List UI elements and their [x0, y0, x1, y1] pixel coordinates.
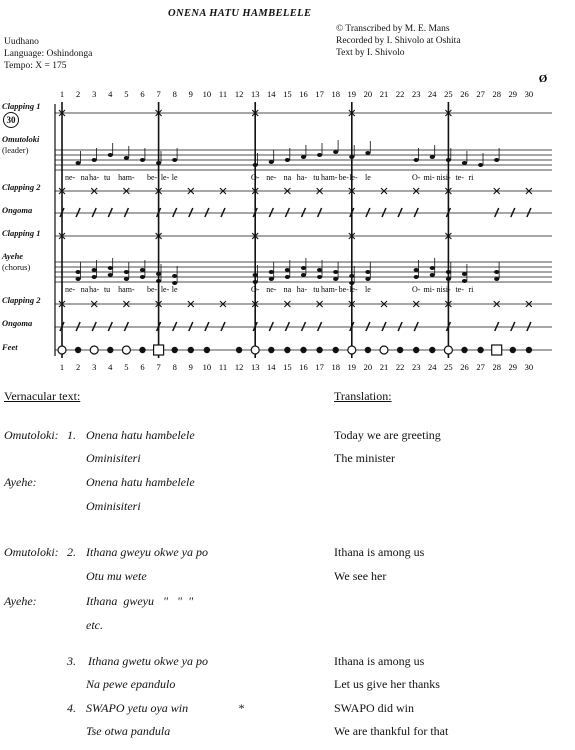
- chorus-note: [430, 266, 435, 270]
- row-label-feet: Feet: [2, 342, 18, 352]
- asterisk-mark: *: [238, 701, 244, 715]
- beat-number-top: 15: [283, 89, 292, 99]
- chorus-note-lower: [333, 277, 338, 281]
- lyric-syllable-leader: na: [80, 173, 89, 182]
- ongoma-mark: [398, 208, 402, 217]
- beat-number-bottom: 28: [492, 362, 501, 372]
- lyric-syllable-leader: le-: [160, 173, 170, 182]
- verse-number-2: 2.: [67, 545, 76, 559]
- ongoma-b-mark: [366, 322, 370, 331]
- beat-number-top: 3: [92, 89, 97, 99]
- leader-note: [446, 158, 451, 162]
- chorus-note-lower: [430, 273, 435, 277]
- foot-step-open: [348, 346, 356, 354]
- row-label-clapping-2b: Clapping 2: [2, 295, 41, 305]
- leader-note: [285, 158, 290, 162]
- ongoma-b-mark: [285, 322, 289, 331]
- foot-step-filled: [236, 347, 242, 353]
- credit-text: Text by I. Shivolo: [336, 48, 405, 58]
- beat-number-bottom: 10: [202, 362, 212, 372]
- beat-number-top: 28: [492, 89, 501, 99]
- translation-line: Ithana is among us: [334, 654, 425, 668]
- ongoma-mark: [92, 208, 96, 217]
- leader-note: [92, 158, 97, 162]
- leader-note: [269, 160, 274, 164]
- lyric-syllable-leader: na: [283, 173, 292, 182]
- ongoma-mark: [318, 208, 322, 217]
- lyric-syllable-chorus: mi-: [423, 285, 435, 294]
- beat-number-top: 30: [524, 89, 534, 99]
- beat-number-top: 17: [315, 89, 324, 99]
- verse-line: Onena hatu hambelele: [86, 475, 195, 489]
- leader-note: [317, 153, 322, 157]
- verse-line: Ithana gwetu okwe ya po: [88, 654, 208, 668]
- ongoma-mark: [366, 208, 370, 217]
- ongoma-mark: [269, 208, 273, 217]
- beat-number-bottom: 14: [267, 362, 276, 372]
- foot-step-open: [122, 346, 130, 354]
- chorus-note-lower: [446, 277, 451, 281]
- beat-number-bottom: 2: [75, 362, 81, 372]
- genre-label: Uudhano: [4, 37, 39, 47]
- foot-step-filled: [413, 347, 419, 353]
- chorus-note: [124, 270, 129, 274]
- row-label-chorus: (chorus): [2, 262, 31, 272]
- beat-number-top: 14: [267, 89, 276, 99]
- lyric-syllable-leader: ri: [468, 173, 474, 182]
- lyric-syllable-leader: ne-: [64, 173, 76, 182]
- beat-number-bottom: 24: [428, 362, 437, 372]
- chorus-note: [172, 274, 177, 278]
- language-label: Language: Oshindonga: [4, 49, 93, 59]
- lyric-syllable-chorus: O-: [250, 285, 260, 294]
- beat-number-top: 16: [299, 89, 308, 99]
- foot-step-filled: [365, 347, 371, 353]
- beat-number-top: 25: [444, 89, 453, 99]
- chorus-note: [494, 270, 499, 274]
- chorus-note: [156, 272, 161, 276]
- ongoma-b-mark: [511, 322, 515, 331]
- verse-line: Tse otwa pandula: [86, 724, 171, 738]
- foot-step-filled: [172, 347, 178, 353]
- beat-number-bottom: 23: [411, 362, 421, 372]
- foot-step-filled: [75, 347, 81, 353]
- beat-number-bottom: 30: [524, 362, 534, 372]
- ongoma-b-mark: [302, 322, 306, 331]
- beat-number-bottom: 25: [444, 362, 453, 372]
- chorus-note: [301, 266, 306, 270]
- row-label-ongoma-b: Ongoma: [2, 318, 33, 328]
- row-label-clapping-1b: Clapping 1: [2, 228, 41, 238]
- translation-heading: Translation:: [334, 389, 392, 403]
- lyric-syllable-leader: ha-: [89, 173, 100, 182]
- lyric-syllable-chorus: na: [283, 285, 292, 294]
- translation-line: We are thankful for that: [334, 724, 449, 738]
- leader-note: [462, 161, 467, 165]
- verse-line: Onena hatu hambelele: [86, 428, 195, 442]
- foot-step-filled: [204, 347, 210, 353]
- lyric-syllable-leader: le: [171, 173, 178, 182]
- lyric-syllable-chorus: na: [80, 285, 89, 294]
- ongoma-b-mark: [108, 322, 112, 331]
- ongoma-mark: [205, 208, 209, 217]
- beat-number-bottom: 3: [92, 362, 97, 372]
- speaker-ayehe-1: Ayehe:: [4, 475, 37, 489]
- leader-note: [430, 155, 435, 159]
- beat-number-bottom: 9: [188, 362, 193, 372]
- chorus-note-lower: [253, 280, 258, 284]
- lyric-syllable-leader: O-: [250, 173, 260, 182]
- lyric-syllable-chorus: tu: [103, 285, 111, 294]
- leader-note: [349, 155, 354, 159]
- ongoma-b-mark: [382, 322, 386, 331]
- beat-number-top: 26: [460, 89, 469, 99]
- leader-note: [140, 158, 145, 162]
- lyric-syllable-leader: le-: [349, 173, 358, 182]
- beat-number-top: 18: [331, 89, 340, 99]
- chorus-note-lower: [414, 275, 419, 279]
- beat-number-bottom: 13: [250, 362, 260, 372]
- foot-step-filled: [510, 347, 516, 353]
- ongoma-b-mark: [221, 322, 225, 331]
- leader-note: [365, 151, 370, 155]
- foot-step-filled: [333, 347, 339, 353]
- ongoma-b-mark: [76, 322, 80, 331]
- chorus-note-lower: [462, 279, 467, 283]
- lyric-syllable-leader: te-: [455, 173, 464, 182]
- verse-line: Na pewe epandulo: [86, 677, 176, 691]
- ongoma-mark: [108, 208, 112, 217]
- ongoma-mark: [527, 208, 531, 217]
- beat-number-top: 5: [124, 89, 129, 99]
- chorus-note-lower: [140, 275, 145, 279]
- ongoma-mark: [511, 208, 515, 217]
- chorus-note: [317, 268, 322, 272]
- beat-number-top: 6: [140, 89, 145, 99]
- chorus-note: [414, 268, 419, 272]
- leader-note: [108, 153, 113, 157]
- chorus-note-lower: [317, 275, 322, 279]
- foot-step-box: [154, 345, 164, 355]
- foot-step-filled: [300, 347, 306, 353]
- beat-number-bottom: 11: [218, 362, 228, 372]
- chorus-note: [285, 268, 290, 272]
- vernacular-heading: Vernacular text:: [4, 389, 81, 403]
- end-symbol: Ø: [538, 73, 548, 85]
- translation-line: Ithana is among us: [334, 545, 425, 559]
- chorus-note-lower: [494, 277, 499, 281]
- beat-number-bottom: 18: [331, 362, 340, 372]
- lyric-syllable-leader: ha-: [296, 173, 307, 182]
- ongoma-mark: [221, 208, 225, 217]
- verse-line: Ithana gweyu okwe ya po: [86, 545, 208, 559]
- chorus-note-lower: [124, 277, 129, 281]
- chorus-note: [333, 270, 338, 274]
- beat-number-top: 13: [250, 89, 260, 99]
- ongoma-b-mark: [124, 322, 128, 331]
- leader-note: [253, 163, 258, 167]
- chorus-note-lower: [301, 273, 306, 277]
- verse-line: etc.: [86, 618, 103, 632]
- lyric-syllable-chorus: be-: [338, 285, 349, 294]
- beat-number-bottom: 22: [395, 362, 405, 372]
- foot-step-filled: [526, 347, 532, 353]
- ongoma-mark: [302, 208, 306, 217]
- lyric-syllable-chorus: tu: [313, 285, 320, 294]
- song-title: ONENA HATU HAMBELELE: [168, 8, 312, 19]
- speaker-ayehe-2: Ayehe:: [4, 594, 37, 608]
- verse-number-3: 3.: [67, 654, 76, 668]
- beat-number-top: 21: [379, 89, 389, 99]
- chorus-note-lower: [365, 277, 370, 281]
- ongoma-mark: [382, 208, 386, 217]
- ongoma-b-mark: [92, 322, 96, 331]
- beat-number-bottom: 21: [379, 362, 389, 372]
- translation-line: The minister: [334, 451, 395, 465]
- credit-recorded: Recorded by I. Shivolo at Oshita: [336, 36, 461, 46]
- ongoma-b-mark: [269, 322, 273, 331]
- leader-note: [478, 163, 483, 167]
- verse-number-1: 1.: [67, 428, 76, 442]
- beat-number-bottom: 20: [363, 362, 373, 372]
- ongoma-mark: [414, 208, 418, 217]
- lyric-syllable-leader: O-: [411, 173, 421, 182]
- beat-number-bottom: 4: [108, 362, 113, 372]
- lyric-syllable-leader: ham-: [321, 173, 338, 182]
- chorus-note: [108, 266, 113, 270]
- ongoma-b-mark: [495, 322, 499, 331]
- leader-note: [156, 161, 161, 165]
- lyric-syllable-leader: ne-: [266, 173, 277, 182]
- foot-step-filled: [139, 347, 145, 353]
- leader-note: [414, 158, 419, 162]
- beat-number-bottom: 19: [347, 362, 357, 372]
- beat-number-bottom: 5: [124, 362, 129, 372]
- row-label-ongoma: Ongoma: [2, 205, 33, 215]
- lyric-syllable-leader: le: [365, 173, 371, 182]
- lyric-syllable-chorus: ham-: [118, 285, 135, 294]
- lyric-syllable-chorus: te-: [455, 285, 464, 294]
- row-label-ayehe: Ayehe: [2, 251, 24, 261]
- lyric-syllable-chorus: ham-: [321, 285, 338, 294]
- row-label-clapping-1: Clapping 1: [2, 101, 41, 111]
- translation-line: SWAPO did win: [334, 701, 415, 715]
- beat-number-top: 1: [59, 89, 65, 99]
- lyric-syllable-chorus: le-: [349, 285, 358, 294]
- lyric-syllable-chorus: ne-: [64, 285, 76, 294]
- lyric-syllable-chorus: ha-: [89, 285, 100, 294]
- lyric-syllable-leader: tu: [103, 173, 111, 182]
- ongoma-mark: [495, 208, 499, 217]
- lyric-syllable-chorus: le: [171, 285, 178, 294]
- lyric-syllable-chorus: O-: [411, 285, 421, 294]
- lyric-syllable-leader: ham-: [118, 173, 135, 182]
- lyric-syllable-chorus: le: [365, 285, 371, 294]
- chorus-note-lower: [76, 277, 81, 281]
- lyric-syllable-chorus: be-: [147, 285, 158, 294]
- beat-number-bottom: 17: [315, 362, 324, 372]
- chorus-note: [462, 272, 467, 276]
- ongoma-mark: [285, 208, 289, 217]
- translation-line: Today we are greeting: [334, 428, 441, 442]
- chorus-note: [446, 270, 451, 274]
- credit-transcribed: © Transcribed by M. E. Mans: [336, 24, 450, 34]
- chorus-note: [92, 268, 97, 272]
- lyric-syllable-leader: be-: [338, 173, 349, 182]
- ongoma-b-mark: [414, 322, 418, 331]
- beat-number-top: 24: [428, 89, 437, 99]
- leader-note: [172, 158, 177, 162]
- ongoma-mark: [173, 208, 177, 217]
- foot-step-filled: [397, 347, 403, 353]
- beat-number-top: 23: [411, 89, 421, 99]
- leader-note: [301, 155, 306, 159]
- verse-line: Otu mu wete: [86, 569, 147, 583]
- verse-number-4: 4.: [67, 701, 76, 715]
- beat-number-top: 9: [188, 89, 193, 99]
- ongoma-b-mark: [318, 322, 322, 331]
- chorus-note: [269, 270, 274, 274]
- beat-number-top: 4: [108, 89, 113, 99]
- speaker-omutoloki-2: Omutoloki:: [4, 545, 59, 559]
- chorus-note: [140, 268, 145, 272]
- lyric-syllable-chorus: nisi-: [436, 285, 451, 294]
- foot-step-box: [492, 345, 502, 355]
- chorus-note: [365, 270, 370, 274]
- foot-step-open: [90, 346, 98, 354]
- beat-number-top: 10: [202, 89, 212, 99]
- translation-line: We see her: [334, 569, 387, 583]
- beat-number-top: 11: [218, 89, 228, 99]
- foot-step-filled: [316, 347, 322, 353]
- beat-number-bottom: 12: [234, 362, 244, 372]
- beat-number-bottom: 26: [460, 362, 469, 372]
- beat-number-bottom: 8: [172, 362, 177, 372]
- beat-number-top: 29: [508, 89, 518, 99]
- tempo-label: Tempo: X = 175: [4, 61, 67, 71]
- chorus-note: [349, 274, 354, 278]
- lyric-syllable-chorus: ri: [468, 285, 474, 294]
- foot-step-filled: [107, 347, 113, 353]
- leader-note: [333, 150, 338, 154]
- ongoma-b-mark: [527, 322, 531, 331]
- foot-step-filled: [477, 347, 483, 353]
- foot-step-filled: [429, 347, 435, 353]
- foot-step-filled: [284, 347, 290, 353]
- ongoma-mark: [124, 208, 128, 217]
- translation-line: Let us give her thanks: [334, 677, 440, 691]
- verse-line: Ominisiteri: [86, 451, 141, 465]
- lyric-syllable-chorus: ha-: [296, 285, 307, 294]
- speaker-omutoloki-1: Omutoloki:: [4, 428, 59, 442]
- beat-number-bottom: 1: [59, 362, 65, 372]
- lyric-syllable-leader: mi-: [423, 173, 435, 182]
- beat-number-top: 27: [476, 89, 485, 99]
- beat-number-top: 8: [172, 89, 177, 99]
- beat-number-top: 19: [347, 89, 357, 99]
- chorus-note-lower: [156, 279, 161, 283]
- ongoma-b-mark: [398, 322, 402, 331]
- foot-step-filled: [268, 347, 274, 353]
- ongoma-b-mark: [189, 322, 193, 331]
- chorus-note-lower: [285, 275, 290, 279]
- beat-number-top: 20: [363, 89, 373, 99]
- lyric-syllable-chorus: le-: [160, 285, 170, 294]
- chorus-note-lower: [108, 273, 113, 277]
- chorus-note: [253, 273, 258, 277]
- foot-step-open: [251, 346, 259, 354]
- lyric-syllable-leader: be-: [147, 173, 158, 182]
- ongoma-mark: [189, 208, 193, 217]
- verse-line: SWAPO yetu oya win: [86, 701, 189, 715]
- verse-line: Ominisiteri: [86, 499, 141, 513]
- row-label-leader: (leader): [2, 145, 29, 155]
- row-label-omutoloki: Omutoloki: [2, 134, 40, 144]
- foot-step-filled: [188, 347, 194, 353]
- foot-step-open: [444, 346, 452, 354]
- section-marker-circle: 30: [3, 112, 19, 128]
- chorus-note-lower: [269, 277, 274, 281]
- beat-number-bottom: 15: [283, 362, 292, 372]
- chorus-note: [76, 270, 81, 274]
- beat-number-bottom: 27: [476, 362, 485, 372]
- beat-number-bottom: 6: [140, 362, 145, 372]
- leader-note: [494, 158, 499, 162]
- foot-step-open: [58, 346, 66, 354]
- lyric-syllable-leader: tu: [313, 173, 320, 182]
- foot-step-open: [380, 346, 388, 354]
- lyric-syllable-leader: nisi-: [436, 173, 451, 182]
- beat-number-bottom: 16: [299, 362, 308, 372]
- beat-number-bottom: 29: [508, 362, 518, 372]
- beat-number-top: 2: [75, 89, 81, 99]
- ongoma-b-mark: [205, 322, 209, 331]
- leader-note: [124, 156, 129, 160]
- foot-step-filled: [461, 347, 467, 353]
- row-label-clapping-2: Clapping 2: [2, 182, 41, 192]
- verse-line: Ithana gweyu " " ": [86, 594, 194, 608]
- beat-number-top: 7: [156, 89, 161, 99]
- beat-number-top: 12: [234, 89, 244, 99]
- ongoma-b-mark: [173, 322, 177, 331]
- chorus-note-lower: [92, 275, 97, 279]
- beat-number-top: 22: [395, 89, 405, 99]
- beat-number-bottom: 7: [156, 362, 161, 372]
- lyric-syllable-chorus: ne-: [266, 285, 277, 294]
- leader-note: [76, 161, 81, 165]
- ongoma-mark: [76, 208, 80, 217]
